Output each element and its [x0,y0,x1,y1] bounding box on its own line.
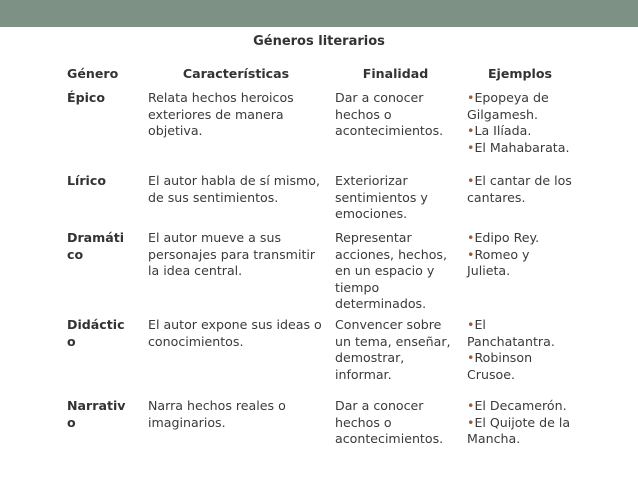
characteristics-cell: El autor mueve a sus personajes para transmitir la idea central. [148,230,316,278]
characteristics-cell: Relata hechos heroicos exteriores de manera objetiva. [148,90,294,138]
header-band [0,0,638,27]
example-item: •El Quijote de la Mancha. [467,414,571,446]
column-header-genre: Género [67,65,119,81]
examples-cell [460,88,577,171]
bullet-icon: • [467,173,475,188]
genres-table [60,60,577,464]
genre-cell: Dramáti co [67,230,125,262]
purpose-cell: Representar acciones, hechos, en un espacio y tiempo determinados. [335,230,447,311]
table-title: Géneros literarios [253,34,385,49]
bullet-icon: • [467,317,475,332]
header-row [60,60,577,88]
example-item: •El Decamerón. [467,398,567,413]
characteristics-cell: El autor expone sus ideas o conocimientos. [148,317,322,349]
bullet-icon: • [467,90,475,105]
example-item: •El cantar de los cantares. [467,173,572,205]
example-item: •Edipo Rey. [467,230,540,245]
example-item: •Epopeya de Gilgamesh. [467,90,549,122]
example-item: •El Panchatantra. [467,317,555,349]
column-header-purpose: Finalidad [362,65,429,81]
bullet-icon: • [467,123,475,138]
characteristics-cell: Narra hechos reales o imaginarios. [148,398,286,430]
bullet-icon: • [467,398,475,413]
example-item: •El Mahabarata. [467,139,570,155]
table-row [60,315,577,396]
examples-cell [460,171,577,228]
purpose-cell: Convencer sobre un tema, enseñar, demostrar, informar. [335,317,451,382]
example-item: •La Ilíada. [467,123,532,138]
examples-cell [460,315,577,396]
table-row [60,88,577,171]
bullet-icon: • [467,139,475,155]
example-item: •Robinson Crusoe. [467,350,533,382]
bullet-icon: • [467,414,475,430]
examples-cell [460,396,577,464]
table-row [60,171,577,228]
genre-cell: Lírico [67,173,106,188]
characteristics-cell: El autor habla de sí mismo, de sus sentimientos. [148,173,321,205]
bullet-icon: • [467,350,475,365]
genre-cell: Épico [67,90,106,105]
purpose-cell: Exteriorizar sentimientos y emociones. [335,173,428,221]
bullet-icon: • [467,230,475,245]
purpose-cell: Dar a conocer hechos o acontecimientos. [335,398,444,446]
genre-cell: Didáctic o [67,317,125,349]
column-header-characteristics: Características [182,65,290,81]
column-header-examples: Ejemplos [487,65,553,81]
example-item: •Romeo y Julieta. [467,246,530,278]
table-row [60,228,577,315]
genre-cell: Narrativ o [67,398,126,430]
examples-cell [460,228,577,315]
table-row [60,396,577,464]
bullet-icon: • [467,246,475,262]
purpose-cell: Dar a conocer hechos o acontecimientos. [335,90,444,138]
